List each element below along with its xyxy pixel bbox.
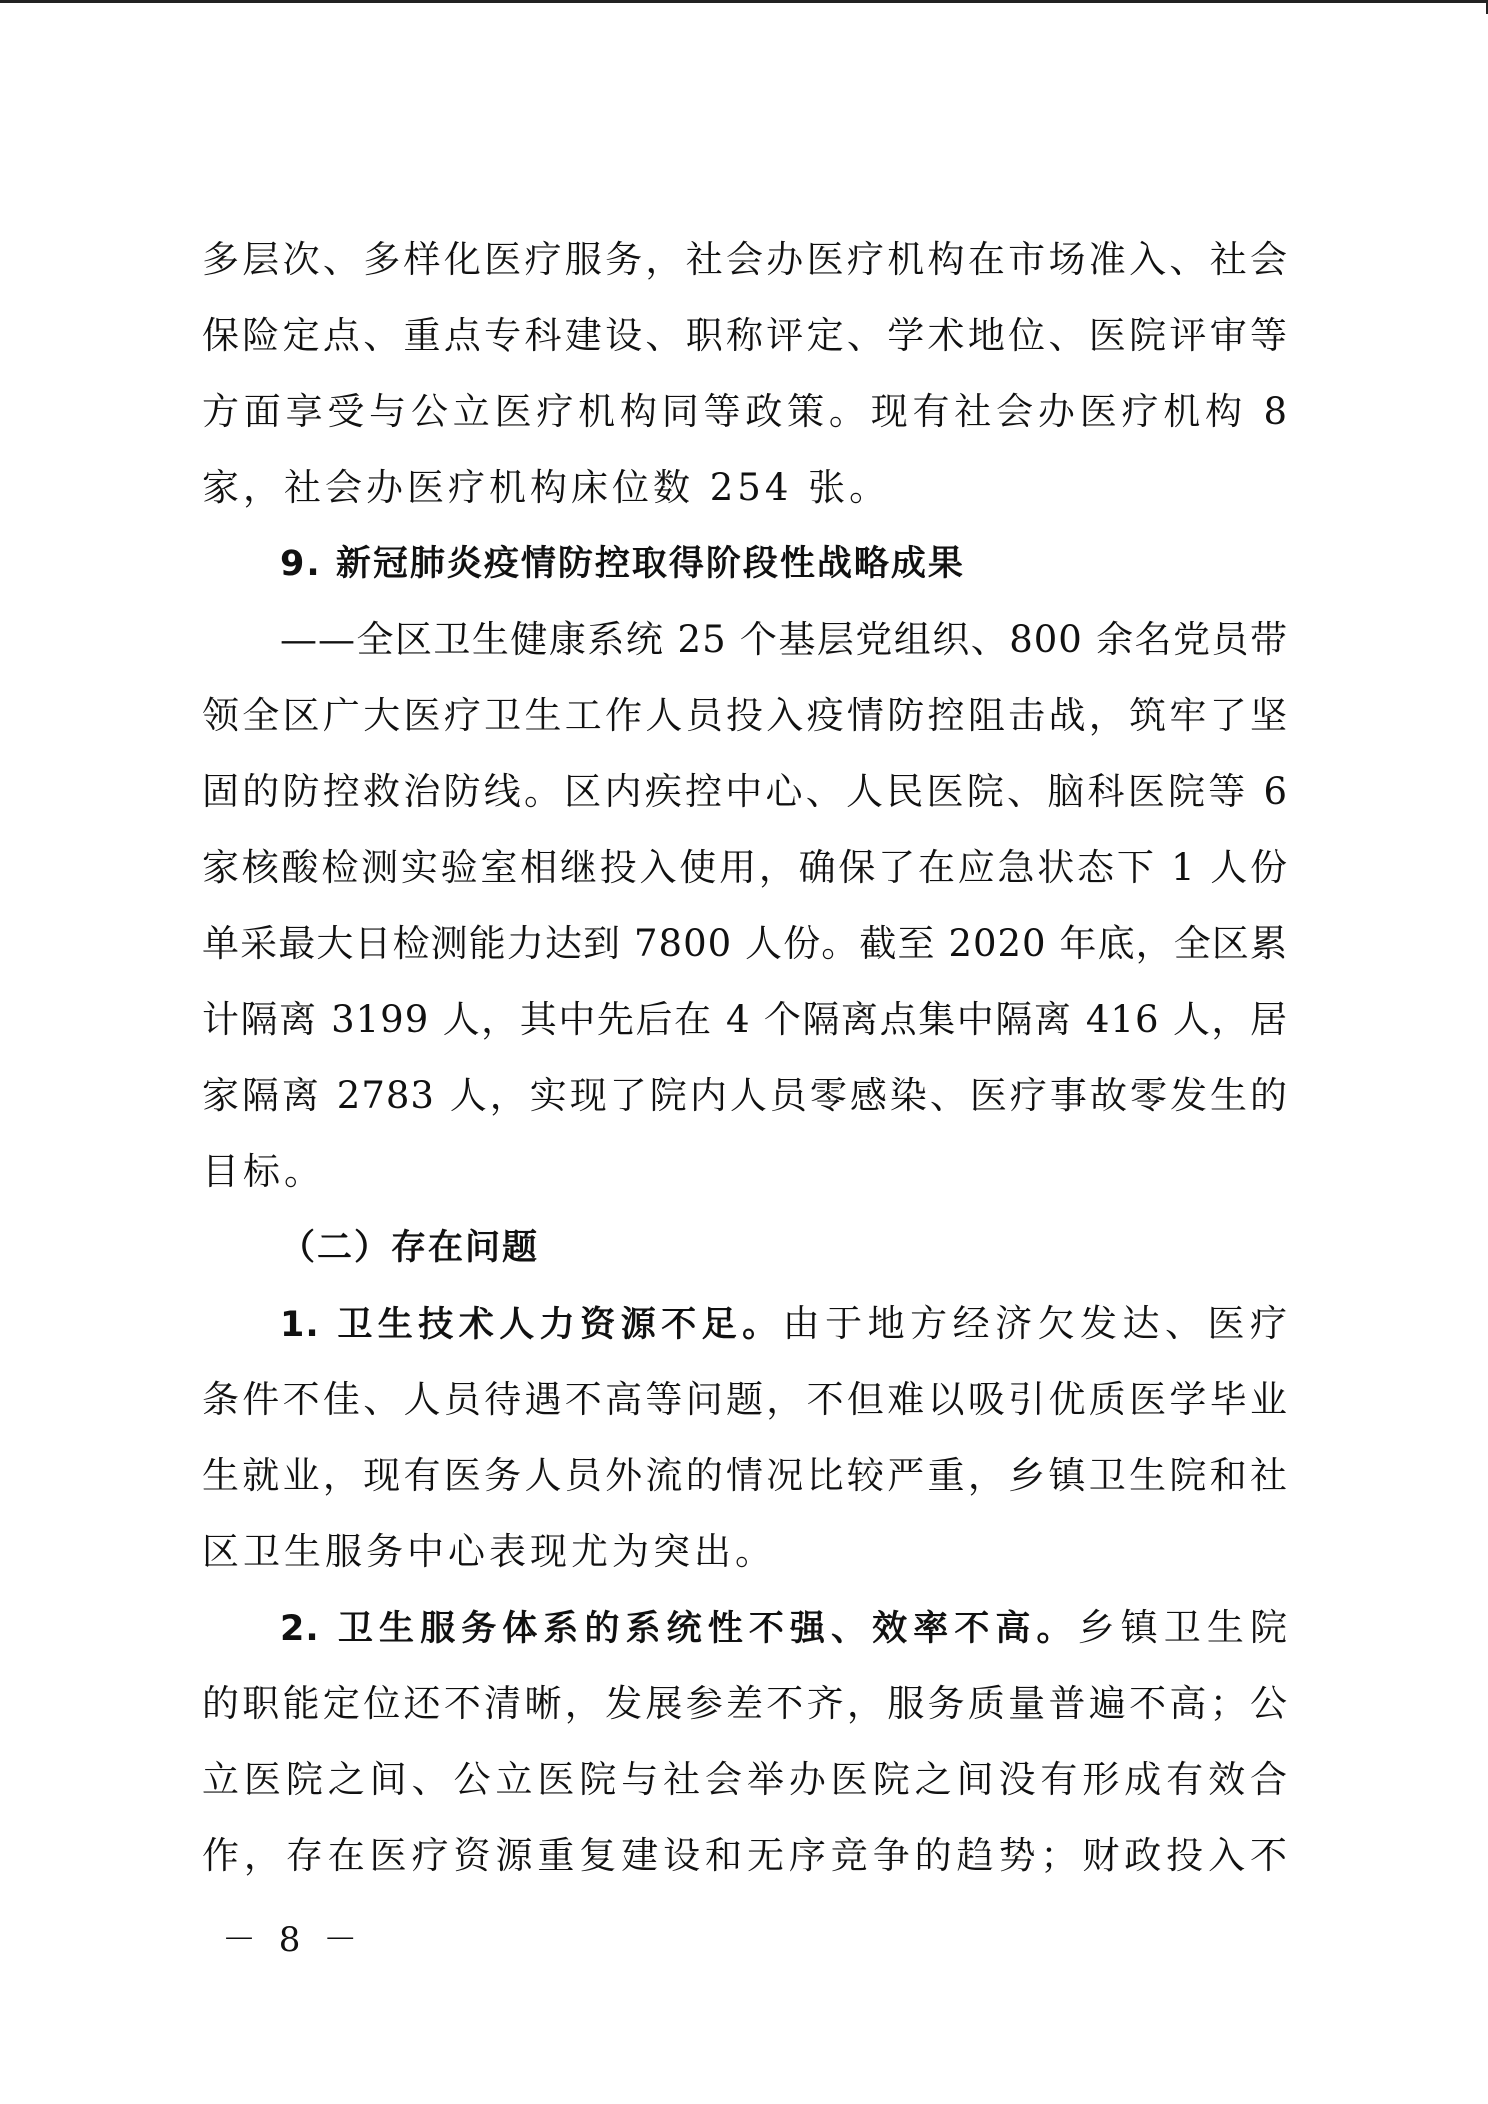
- text-line: 家核酸检测实验室相继投入使用，确保了在应急状态下 1 人份: [202, 846, 1288, 889]
- text-line: 保险定点、重点专科建设、职称评定、学术地位、医院评审等: [202, 314, 1288, 357]
- document-body: [202, 222, 1288, 1894]
- text-line: 区卫生服务中心表现尤为突出。: [202, 1530, 776, 1573]
- text-line: 生就业，现有医务人员外流的情况比较严重，乡镇卫生院和社: [202, 1454, 1288, 1497]
- text-line: [202, 1286, 1288, 1362]
- text-line: 家，社会办医疗机构床位数 254 张。: [202, 466, 891, 509]
- scan-top-border: [0, 0, 1488, 3]
- text-line: 单采最大日检测能力达到 7800 人份。截至 2020 年底，全区累: [202, 922, 1288, 965]
- text-line: 作，存在医疗资源重复建设和无序竞争的趋势；财政投入不: [202, 1834, 1288, 1877]
- problem-2-lead: 2. 卫生服务体系的系统性不强、效率不高。: [280, 1609, 1078, 1649]
- text-line: 方面享受与公立医疗机构同等政策。现有社会办医疗机构 8: [202, 390, 1288, 433]
- text-line: 计隔离 3199 人，其中先后在 4 个隔离点集中隔离 416 人，居: [202, 998, 1288, 1041]
- text-line: 的职能定位还不清晰，发展参差不齐，服务质量普遍不高；公: [202, 1682, 1288, 1725]
- text-line: 目标。: [202, 1150, 325, 1193]
- text-line: 领全区广大医疗卫生工作人员投入疫情防控阻击战，筑牢了坚: [202, 694, 1288, 737]
- intro-paragraph: [202, 222, 1288, 526]
- text-line: 立医院之间、公立医院与社会举办医院之间没有形成有效合: [202, 1758, 1288, 1801]
- text-line: 条件不佳、人员待遇不高等问题，不但难以吸引优质医学毕业: [202, 1378, 1288, 1421]
- page-number: － 8 －: [222, 1920, 364, 1960]
- text-line: [202, 1590, 1288, 1666]
- text-line: ——全区卫生健康系统 25 个基层党组织、800 余名党员带: [280, 618, 1288, 661]
- text-line: 家隔离 2783 人，实现了院内人员零感染、医疗事故零发生的: [202, 1074, 1288, 1117]
- text-line: 固的防控救治防线。区内疾控中心、人民医院、脑科医院等 6: [202, 770, 1288, 813]
- item-9-paragraph: [202, 602, 1288, 1210]
- section-heading-problems: （二）存在问题: [280, 1228, 540, 1268]
- text-line: 多层次、多样化医疗服务，社会办医疗机构在市场准入、社会: [202, 238, 1288, 281]
- problem-2-paragraph: [202, 1590, 1288, 1894]
- problem-1-text: 由于地方经济欠发达、医疗: [782, 1302, 1288, 1345]
- section-heading-item-9: 9. 新冠肺炎疫情防控取得阶段性战略成果: [280, 544, 965, 584]
- problem-2-text: 乡镇卫生院: [1077, 1606, 1288, 1649]
- problem-1-lead: 1. 卫生技术人力资源不足。: [280, 1305, 783, 1345]
- problem-1-paragraph: [202, 1286, 1288, 1590]
